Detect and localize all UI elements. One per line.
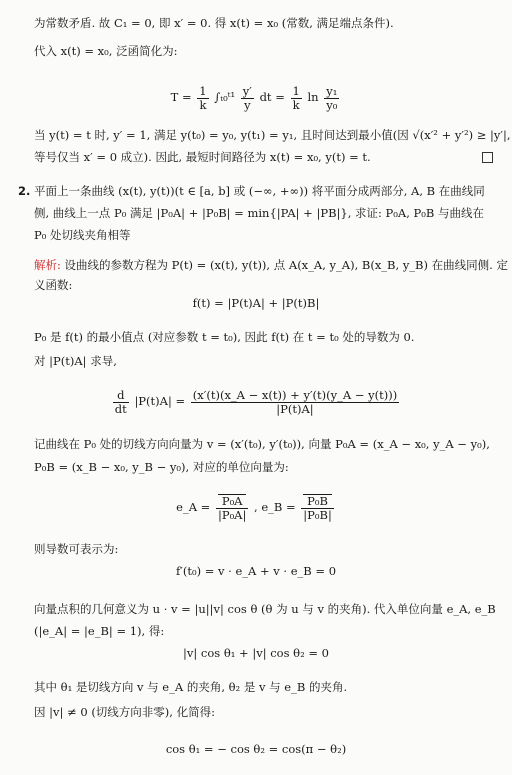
text-line: 其中 θ₁ 是切线方向 v 与 e_A 的夹角, θ₂ 是 v 与 e_B 的夹角.: [34, 680, 348, 694]
text-line: 向量点积的几何意义为 u · v = |u||v| cos θ (θ 为 u 与 v 的夹角). 代入单位向量 e_A, e_B: [34, 602, 496, 616]
equation-time-functional: T = $\frac{1}{k}$ ∫ₜ₀ᵗ¹ $\frac{y'}{y}$ dt = $\frac{1}{k}$ ln $\frac{\text{y₁}}{\text{y₀}}$: [170, 83, 338, 112]
text-line: (|e_A| = |e_B| = 1), 得:: [34, 624, 165, 638]
equation-unit-vectors: e_A = $\frac{\text{P₀A}}{\text{|P₀A|}}$ , e_B = $\frac{\text{P₀B}}{\text{|P₀B|}}$: [176, 494, 332, 522]
equation-derivative: $\frac{d}{dt}$ |P(t)A| = $\frac{(x'(t)(x\_A - x(t)) + y'(t)(y\_A - y(t)))}{|P(t)A|}$: [114, 387, 398, 416]
qed-square-icon: [482, 152, 493, 163]
text-line: 为常数矛盾. 故 C₁ = 0, 即 x′ = 0. 得 x(t) = x₀ (常数, 满足端点条件).: [34, 16, 394, 30]
equation-f: f(t) = |P(t)A| + |P(t)B|: [192, 296, 320, 310]
text-line: 等号仅当 x′ = 0 成立). 因此, 最短时间路径为 x(t) = x₀, y(t) = t.: [34, 150, 371, 164]
text-line: 代入 x(t) = x₀, 泛函简化为:: [34, 44, 178, 58]
equation-cos-equal: cos θ₁ = − cos θ₂ = cos(π − θ₂): [165, 742, 347, 756]
text-line: 义函数:: [34, 278, 73, 292]
text-line: P₀B = (x_B − x₀, y_B − y₀), 对应的单位向量为:: [34, 460, 289, 474]
solution-label: 解析:: [34, 258, 61, 272]
text-line: 对 |P(t)A| 求导,: [34, 354, 117, 368]
text-line: 因 |v| ≠ 0 (切线方向非零), 化简得:: [34, 705, 215, 719]
text-line: 当 y(t) = t 时, y′ = 1, 满足 y(t₀) = y₀, y(t₁) = y₁, 且时间达到最小值(因 √(x′² + y′²) ≥ |y′|,: [34, 128, 511, 142]
solution-line: 解析: 设曲线的参数方程为 P(t) = (x(t), y(t)), 点 A(x_A, y_A), B(x_B, y_B) 在曲线同侧. 定: [34, 258, 508, 272]
text-line: P₀ 是 f(t) 的最小值点 (对应参数 t = t₀), 因此 f(t) 在 t = t₀ 处的导数为 0.: [34, 330, 415, 344]
problem-text: 侧, 曲线上一点 P₀ 满足 |P₀A| + |P₀B| = min{|PA| + |PB|}, 求证: P₀A, P₀B 与曲线在: [34, 206, 484, 220]
text-line: 则导数可表示为:: [34, 542, 119, 556]
problem-text: 平面上一条曲线 (x(t), y(t))(t ∈ [a, b] 或 (−∞, +∞)) 将平面分成两部分, A, B 在曲线同: [34, 184, 485, 198]
problem-number: 2.: [18, 184, 31, 198]
text-line: 记曲线在 P₀ 处的切线方向向量为 v = (x′(t₀), y′(t₀)), 向量 P₀A = (x_A − x₀, y_A − y₀),: [34, 437, 490, 451]
problem-text: P₀ 处切线夹角相等: [34, 228, 131, 242]
equation-cos-sum: |v| cos θ₁ + |v| cos θ₂ = 0: [183, 646, 329, 660]
equation-fprime: f′(t₀) = v · e_A + v · e_B = 0: [175, 564, 337, 578]
